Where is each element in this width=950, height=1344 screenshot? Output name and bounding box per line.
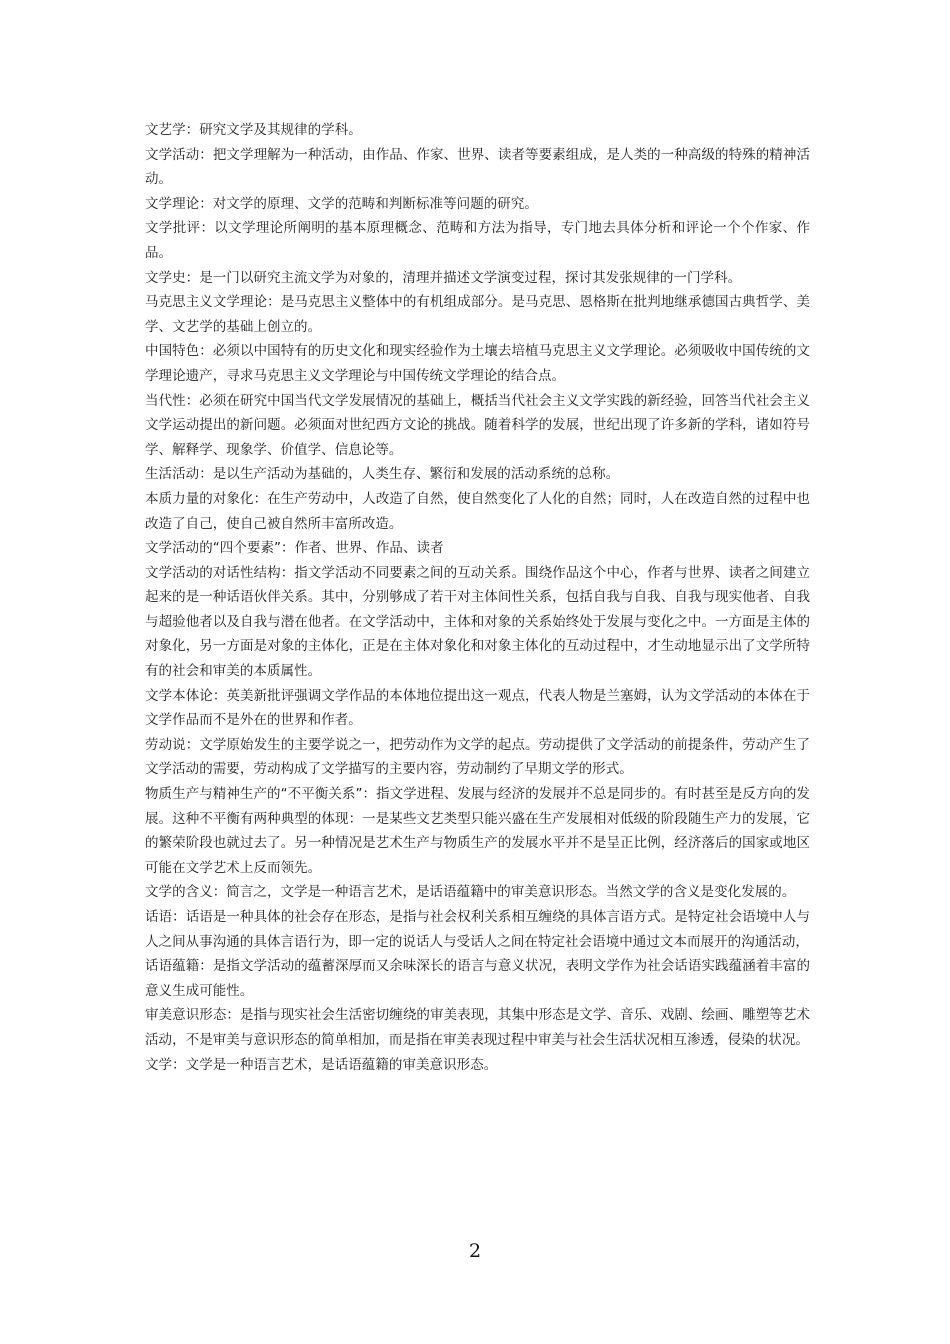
entry-dialogic-structure: 文学活动的对话性结构：指文学活动不同要素之间的互动关系。围绕作品这个中心，作者与世界、读者之间建立起来的是一种话语伙伴关系。其中，分别够成了若干对主体间性关系，包括自我与自我、自我与现实他者、自我与超验他者以及自我与潜在他者。在文学活动中，主体和对象的关系始终处于发展与变化之中。一方面是主体的对象化，另一方面是对象的主体化，正是在主体对象化和对象主体化的互动过程中，才生动地显示出了文学所特有的社会和审美的本质属性。 — [145, 564, 810, 680]
entry-literary-studies: 文艺学：研究文学及其规律的学科。 — [145, 122, 362, 138]
entry-marxist-literary-theory: 马克思主义文学理论：是马克思主义整体中的有机组成部分。是马克思、恩格斯在批判地继承德国古典哲学、美学、文艺学的基础上创立的。 — [145, 294, 810, 335]
entry-life-activity: 生活活动：是以生产活动为基础的，人类生存、繁衍和发展的活动系统的总称。 — [145, 466, 620, 483]
page-number: 2 — [468, 1240, 482, 1262]
entry-contemporaneity: 当代性：必须在研究中国当代文学发展情况的基础上，概括当代社会主义文学实践的新经验，回答当代社会主义文学运动提出的新问题。必须面对世纪西方文论的挑战。随着科学的发展，世纪出现了许多新的学科，诸如符号学、解释学、现象学、价值学、信息论等。 — [145, 392, 810, 458]
entry-literary-history: 文学史：是一门以研究主流文学为对象的，清理并描述文学演变过程，探讨其发张规律的一门学科。 — [145, 269, 742, 286]
entry-four-elements: 文学活动的“四个要素”：作者、世界、作品、读者 — [145, 540, 444, 557]
entry-objectification: 本质力量的对象化：在生产劳动中，人改造了自然，使自然变化了人化的自然；同时，人在改造自然的过程中也改造了自己，使自己被自然所丰富所改造。 — [145, 490, 810, 532]
entry-aesthetic-ideology: 审美意识形态：是指与现实社会生活密切缠绕的审美表现，其集中形态是文学、音乐、戏剧、绘画、雕塑等艺术活动，不是审美与意识形态的简单相加，而是指在审美表现过程中审美与社会生活状况相互渗透，侵染的状况。 — [145, 1007, 810, 1048]
entry-discourse: 话语：话语是一种具体的社会存在形态，是指与社会权利关系相互缠绕的具体言语方式。是特定社会语境中人与人之间从事沟通的具体言语行为，即一定的说话人与受话人之间在特定社会语境中通过文本而展开的沟通活动， — [145, 909, 810, 950]
entry-literary-ontology: 文学本体论：英美新批评强调文学作品的本体地位提出这一观点，代表人物是兰塞姆，认为文学活动的本体在于文学作品而不是外在的世界和作者。 — [145, 687, 810, 729]
entry-labor-theory: 劳动说：文学原始发生的主要学说之一，把劳动作为文学的起点。劳动提供了文学活动的前提条件，劳动产生了文学活动的需要，劳动构成了文学描写的主要内容，劳动制约了早期文学的形式。 — [145, 736, 810, 778]
entry-literature: 文学：文学是一种语言艺术，是话语蕴籍的审美意识形态。 — [145, 1056, 498, 1073]
entry-discourse-implication: 话语蕴籍：是指文学活动的蕴蓄深厚而又余味深长的语言与意义状况，表明文学作为社会话语实践蕴涵着丰富的意义生成可能性。 — [145, 958, 810, 999]
entry-chinese-characteristics: 中国特色：必须以中国特有的历史文化和现实经验作为土壤去培植马克思主义文学理论。必须吸收中国传统的文学理论遗产，寻求马克思主义文学理论与中国传统文学理论的结合点。 — [145, 343, 810, 384]
entry-literary-theory: 文学理论：对文学的原理、文学的范畴和判断标准等问题的研究。 — [145, 195, 538, 212]
entry-literary-criticism: 文学批评：以文学理论所阐明的基本原理概念、范畴和方法为指导，专门地去具体分析和评论一个个作家、作品。 — [145, 220, 810, 261]
entry-meaning-of-literature: 文学的含义：简言之，文学是一种语言艺术，是话语蕴籍中的审美意识形态。当然文学的含义是变化发展的。 — [145, 884, 796, 901]
page-content — [145, 118, 810, 1077]
entry-unbalanced-relation: 物质生产与精神生产的“不平衡关系”：指文学进程、发展与经济的发展并不总是同步的。有时甚至是反方向的发展。这种不平衡有两种典型的体现：一是某些文艺类型只能兴盛在生产发展相对低级的阶段随生产力的发展，它的繁荣阶段也就过去了。另一种情况是艺术生产与物质生产的发展水平并不是呈正比例，经济落后的国家或地区可能在文学艺术上反而领先。 — [145, 786, 810, 876]
entry-literary-activity: 文学活动：把文学理解为一种活动，由作品、作家、世界、读者等要素组成，是人类的一种高级的特殊的精神活动。 — [145, 146, 810, 188]
